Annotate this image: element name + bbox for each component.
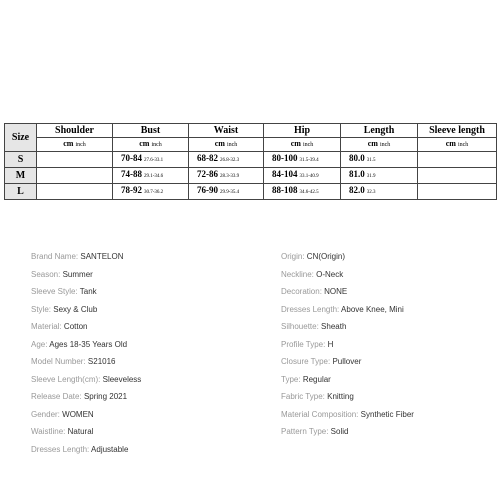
unit-cell [341, 138, 418, 152]
size-table-unit-row [5, 138, 497, 152]
bust-cm: 74-88 [121, 169, 142, 179]
spec-label: Fabric Type: [281, 392, 325, 401]
size-label: S [5, 152, 37, 168]
spec-item [281, 283, 414, 301]
spec-value: Synthetic Fiber [360, 409, 414, 419]
unit-cell [113, 138, 189, 152]
waist-cm: 72-86 [197, 169, 218, 179]
unit-cell [418, 138, 497, 152]
specs-left-column [31, 248, 141, 458]
spec-label: Origin: [281, 252, 305, 261]
spec-item [31, 423, 141, 441]
spec-value: NONE [324, 287, 348, 296]
unit-cm: cm [139, 139, 150, 148]
spec-label: Dresses Length: [31, 444, 90, 454]
spec-item [281, 388, 414, 406]
spec-value: Cotton [63, 322, 88, 331]
size-row-s [5, 152, 497, 168]
sleeve-length-cell [418, 184, 497, 200]
unit-inch: inch [379, 142, 391, 148]
hip-cell [264, 168, 341, 184]
spec-label: Dresses Length: [281, 304, 340, 314]
bust-inch: 29.1-34.6 [144, 174, 164, 179]
size-row-m [5, 168, 497, 184]
header-sleeve-length: Sleeve length [418, 124, 497, 138]
spec-item [281, 301, 414, 319]
header-waist: Waist [189, 124, 264, 138]
spec-label: Model Number: [31, 357, 86, 366]
hip-cm: 84-104 [272, 169, 298, 179]
spec-item [281, 248, 414, 266]
waist-inch: 26.8-32.3 [220, 158, 240, 163]
specs-right-column [281, 248, 414, 441]
sleeve-length-cell [418, 152, 497, 168]
spec-value: Above Knee, Mini [341, 304, 404, 314]
sleeve-length-cell [418, 168, 497, 184]
size-table-header-row [5, 124, 497, 138]
spec-item [281, 266, 414, 284]
spec-item [31, 353, 141, 371]
header-bust: Bust [113, 124, 189, 138]
unit-inch: inch [75, 142, 86, 148]
unit-cm: cm [445, 139, 456, 148]
unit-cm: cm [214, 139, 225, 148]
spec-item [31, 283, 141, 301]
length-cm: 81.0 [349, 169, 365, 179]
spec-label: Decoration: [281, 287, 322, 296]
spec-label: Closure Type: [281, 357, 331, 366]
spec-value: Pullover [332, 357, 362, 366]
waist-cell [189, 168, 264, 184]
bust-inch: 27.6-33.1 [144, 158, 164, 163]
spec-item [31, 371, 141, 389]
bust-cell [113, 152, 189, 168]
spec-label: Profile Type: [281, 339, 326, 349]
unit-inch: inch [457, 142, 469, 148]
spec-value: H [327, 339, 334, 349]
spec-item [31, 318, 141, 336]
spec-item [31, 266, 141, 284]
spec-item [31, 441, 141, 459]
spec-item [281, 353, 414, 371]
waist-inch: 28.3-33.9 [220, 174, 240, 179]
hip-inch: 31.5-39.4 [299, 158, 319, 163]
shoulder-cell [37, 168, 113, 184]
spec-value: O-Neck [316, 269, 344, 279]
spec-item [281, 406, 414, 424]
waist-cell [189, 152, 264, 168]
unit-inch: inch [226, 142, 238, 148]
bust-cm: 78-92 [121, 185, 142, 195]
product-specifications [0, 248, 500, 454]
spec-item [281, 336, 414, 354]
unit-cm: cm [290, 139, 301, 148]
size-label: L [5, 184, 37, 200]
spec-label: Sleeve Length(cm): [31, 374, 101, 384]
spec-item [31, 336, 141, 354]
spec-label: Type: [281, 374, 301, 384]
spec-label: Material: [31, 322, 62, 331]
shoulder-cell [37, 184, 113, 200]
size-label: M [5, 168, 37, 184]
length-cell [341, 168, 418, 184]
spec-label: Season: [31, 269, 61, 279]
waist-cell [189, 184, 264, 200]
length-cell [341, 152, 418, 168]
length-cm: 80.0 [349, 153, 365, 163]
hip-inch: 33.1-40.9 [299, 174, 319, 179]
hip-cell [264, 184, 341, 200]
spec-label: Gender: [31, 409, 60, 419]
spec-value: Sleeveless [102, 374, 142, 384]
unit-cell [264, 138, 341, 152]
unit-cell [37, 138, 113, 152]
hip-cm: 80-100 [272, 153, 298, 163]
hip-inch: 34.6-42.5 [299, 190, 319, 195]
header-length: Length [341, 124, 418, 138]
length-cell [341, 184, 418, 200]
length-inch: 31.5 [366, 158, 376, 163]
hip-cell [264, 152, 341, 168]
spec-label: Pattern Type: [281, 427, 329, 436]
spec-value: Knitting [327, 392, 354, 401]
unit-inch: inch [151, 142, 162, 148]
waist-cm: 76-90 [197, 185, 218, 195]
spec-value: Adjustable [91, 444, 129, 454]
length-cm: 82.0 [349, 185, 365, 195]
spec-value: SANTELON [80, 252, 124, 261]
bust-cell [113, 184, 189, 200]
spec-label: Neckline: [281, 269, 314, 279]
spec-value: Solid [330, 427, 349, 436]
spec-label: Release Date: [31, 392, 82, 401]
unit-inch: inch [302, 142, 314, 148]
header-size: Size [5, 124, 37, 152]
spec-item [281, 318, 414, 336]
spec-item [281, 423, 414, 441]
spec-value: Sexy & Club [53, 304, 98, 314]
spec-value: Regular [302, 374, 331, 384]
unit-cm: cm [63, 139, 74, 148]
bust-inch: 30.7-36.2 [144, 190, 164, 195]
spec-label: Waistline: [31, 427, 66, 436]
waist-inch: 29.9-35.4 [220, 190, 240, 195]
spec-label: Style: [31, 304, 52, 314]
spec-value: Sheath [321, 322, 347, 331]
spec-label: Silhouette: [281, 322, 319, 331]
shoulder-cell [37, 152, 113, 168]
spec-label: Material Composition: [281, 409, 359, 419]
spec-value: Tank [79, 287, 97, 296]
hip-cm: 88-108 [272, 185, 298, 195]
header-shoulder: Shoulder [37, 124, 113, 138]
spec-label: Age: [31, 339, 48, 349]
spec-label: Brand Name: [31, 252, 79, 261]
bust-cm: 70-84 [121, 153, 142, 163]
size-chart-table [4, 123, 497, 200]
spec-label: Sleeve Style: [31, 287, 78, 296]
spec-value: Natural [67, 427, 94, 436]
spec-value: WOMEN [62, 409, 94, 419]
spec-item [31, 301, 141, 319]
spec-item [31, 406, 141, 424]
spec-value: S21016 [87, 357, 116, 366]
spec-value: Spring 2021 [83, 392, 128, 401]
length-inch: 32.3 [366, 190, 376, 195]
spec-value: CN(Origin) [306, 252, 346, 261]
unit-cm: cm [367, 139, 378, 148]
header-hip: Hip [264, 124, 341, 138]
spec-value: Summer [62, 269, 93, 279]
spec-item [31, 248, 141, 266]
spec-item [281, 371, 414, 389]
unit-cell [189, 138, 264, 152]
spec-item [31, 388, 141, 406]
length-inch: 31.9 [366, 174, 376, 179]
size-row-l [5, 184, 497, 200]
waist-cm: 68-82 [197, 153, 218, 163]
spec-value: Ages 18-35 Years Old [49, 339, 128, 349]
bust-cell [113, 168, 189, 184]
